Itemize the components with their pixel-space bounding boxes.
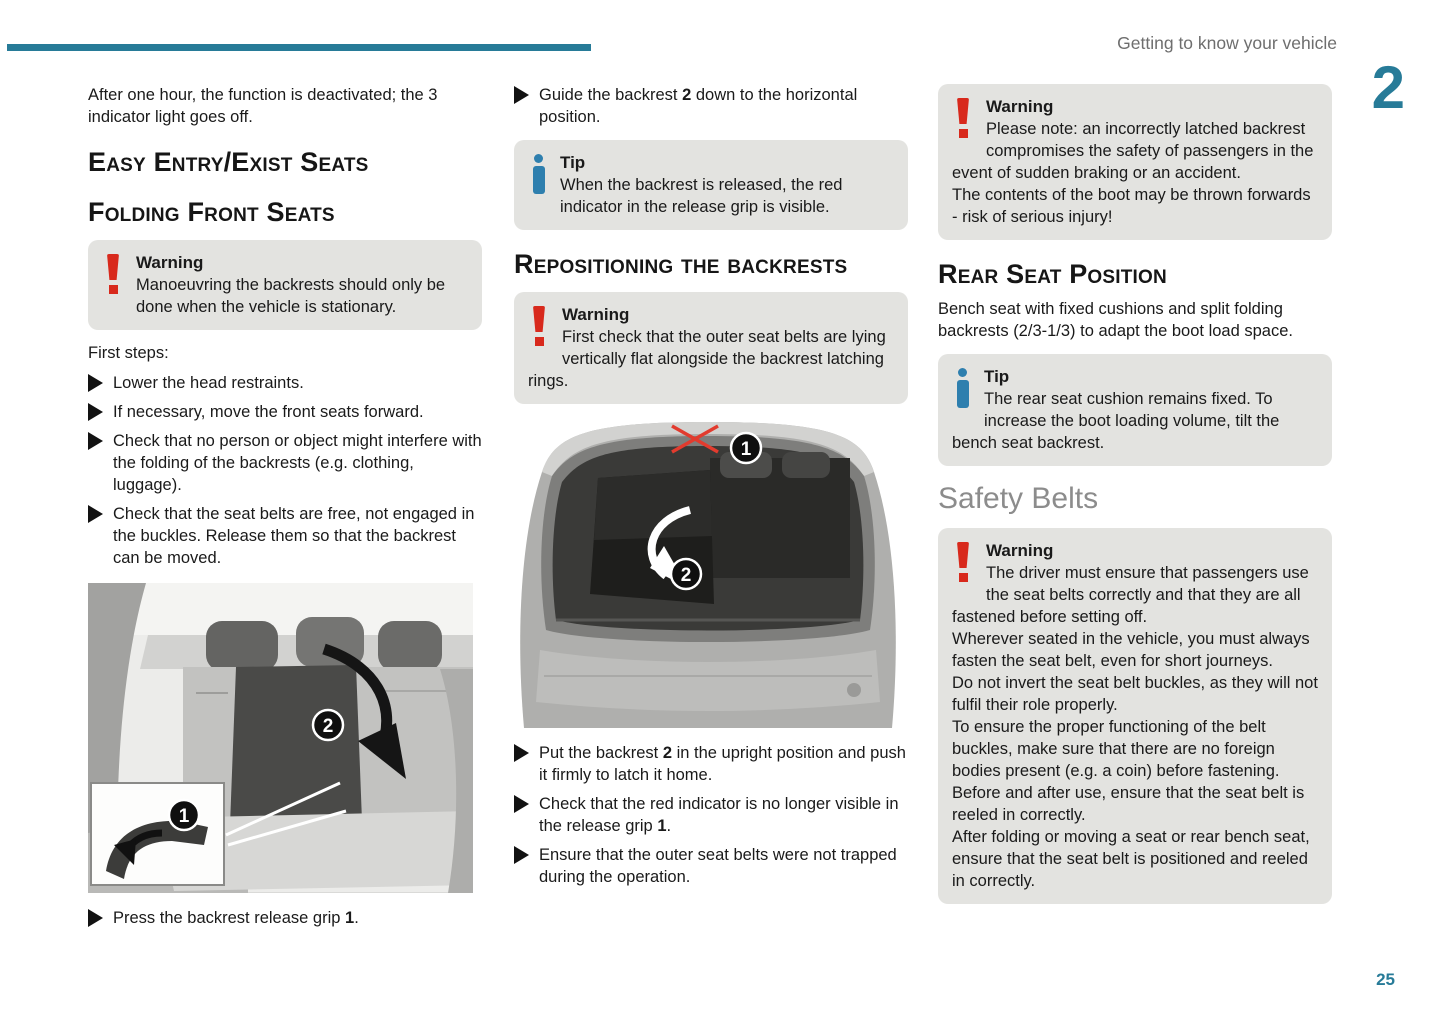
heading-rear-seat-position: Rear Seat Position bbox=[938, 259, 1167, 289]
step-arrow-icon bbox=[514, 744, 529, 762]
heading-folding-front-seats: Folding Front Seats bbox=[88, 197, 335, 227]
instruction-step bbox=[514, 844, 908, 888]
boot-backrest-figure bbox=[514, 418, 908, 728]
page-number: 25 bbox=[1376, 970, 1395, 989]
column-left bbox=[88, 84, 482, 936]
step-text: Press the backrest release grip 1. bbox=[113, 909, 359, 927]
step-arrow-icon bbox=[88, 374, 103, 392]
tip-icon bbox=[528, 153, 550, 199]
step-text: If necessary, move the front seats forward. bbox=[113, 403, 424, 421]
warning-box-latched-backrest bbox=[938, 84, 1332, 240]
tip-title: Tip bbox=[560, 153, 586, 172]
marker-label: 1 bbox=[178, 806, 190, 827]
marker-label: 1 bbox=[740, 439, 752, 460]
step-text: Put the backrest 2 in the upright position and push it firmly to latch it home. bbox=[539, 744, 906, 784]
marker-label: 2 bbox=[322, 716, 334, 737]
step-arrow-icon bbox=[514, 86, 529, 104]
step-text: Ensure that the outer seat belts were not trapped during the operation. bbox=[539, 846, 897, 886]
step-text: Guide the backrest 2 down to the horizontal position. bbox=[539, 86, 858, 126]
first-steps-label: First steps: bbox=[88, 344, 169, 362]
tip-box-release bbox=[514, 140, 908, 230]
warning-icon bbox=[102, 253, 126, 299]
warning-paragraph: The contents of the boot may be thrown forwards - risk of serious injury! bbox=[952, 186, 1311, 226]
instruction-step bbox=[88, 907, 482, 929]
instruction-step bbox=[88, 401, 482, 423]
warning-title: Warning bbox=[986, 97, 1054, 116]
step-arrow-icon bbox=[514, 795, 529, 813]
tip-title: Tip bbox=[984, 367, 1010, 386]
rear-seat-paragraph: Bench seat with fixed cushions and split folding backrests (2/3-1/3) to adapt the boot load space. bbox=[938, 300, 1293, 340]
step-arrow-icon bbox=[514, 846, 529, 864]
warning-title: Warning bbox=[986, 541, 1054, 560]
step-text: Check that no person or object might interfere with the folding of the backrests (e.g. clothing, luggage). bbox=[113, 432, 482, 494]
figure2-marker-latch bbox=[731, 433, 761, 463]
step-text: Check that the red indicator is no longer visible in the release grip 1. bbox=[539, 795, 899, 835]
instruction-step bbox=[88, 372, 482, 394]
folding-seats-figure bbox=[88, 583, 482, 893]
header-rule bbox=[7, 44, 591, 51]
step-arrow-icon bbox=[88, 403, 103, 421]
folding-seats-illustration bbox=[88, 583, 473, 893]
instruction-step bbox=[514, 793, 908, 837]
heading-easy-entry-exist-seats: Easy Entry/Exist Seats bbox=[88, 147, 369, 177]
instruction-step bbox=[514, 84, 908, 128]
warning-paragraph: After folding or moving a seat or rear bench seat, ensure that the seat belt is positioned and reeled in correctly. bbox=[952, 828, 1310, 890]
warning-icon bbox=[952, 97, 976, 143]
warning-paragraph: Before and after use, ensure that the seat belt is reeled in correctly. bbox=[952, 784, 1305, 824]
tip-text: The rear seat cushion remains fixed. To increase the boot loading volume, tilt the bench seat backrest. bbox=[952, 390, 1280, 452]
instruction-step bbox=[514, 742, 908, 786]
figure2-marker-backrest bbox=[671, 559, 701, 589]
heading-safety-belts: Safety Belts bbox=[938, 482, 1099, 515]
figure1-marker-backrest bbox=[313, 710, 343, 740]
heading-repositioning-backrests: Repositioning the backrests bbox=[514, 249, 848, 279]
warning-text bbox=[952, 118, 1318, 228]
warning-box-repositioning bbox=[514, 292, 908, 404]
warning-box-safety-belts bbox=[938, 528, 1332, 904]
step-arrow-icon bbox=[88, 505, 103, 523]
warning-text: First check that the outer seat belts are lying vertically flat alongside the backrest latching rings. bbox=[528, 328, 886, 390]
step-text: Lower the head restraints. bbox=[113, 374, 304, 392]
tip-text: When the backrest is released, the red indicator in the release grip is visible. bbox=[560, 176, 843, 216]
warning-title: Warning bbox=[562, 305, 630, 324]
warning-box-folding bbox=[88, 240, 482, 330]
step-text: Check that the seat belts are free, not engaged in the buckles. Release them so that the backrest can be moved. bbox=[113, 505, 475, 567]
step-arrow-icon bbox=[88, 909, 103, 927]
chapter-number: 2 bbox=[1371, 54, 1405, 121]
warning-text: Manoeuvring the backrests should only be done when the vehicle is stationary. bbox=[136, 276, 446, 316]
warning-paragraph: To ensure the proper functioning of the belt buckles, make sure that there are no foreign bodies present (e.g. a coin) before fastening. bbox=[952, 718, 1280, 780]
tip-icon bbox=[952, 367, 974, 413]
warning-paragraph: Do not invert the seat belt buckles, as they will not fulfil their role properly. bbox=[952, 674, 1318, 714]
column-right bbox=[938, 84, 1332, 916]
instruction-step bbox=[88, 503, 482, 569]
step-arrow-icon bbox=[88, 432, 103, 450]
warning-title: Warning bbox=[136, 253, 204, 272]
marker-label: 2 bbox=[680, 565, 692, 586]
header-section-title: Getting to know your vehicle bbox=[1117, 33, 1337, 53]
warning-paragraph: Wherever seated in the vehicle, you must always fasten the seat belt, even for short journeys. bbox=[952, 630, 1310, 670]
figure1-marker-grip bbox=[169, 800, 199, 830]
warning-icon bbox=[528, 305, 552, 351]
intro-paragraph: After one hour, the function is deactivated; the 3 indicator light goes off. bbox=[88, 86, 438, 126]
column-middle bbox=[514, 84, 908, 895]
boot-illustration bbox=[514, 418, 902, 728]
warning-paragraph: Please note: an incorrectly latched backrest compromises the safety of passengers in the event of sudden braking or an accident. bbox=[952, 120, 1314, 182]
instruction-step bbox=[88, 430, 482, 496]
tip-box-rear-seat bbox=[938, 354, 1332, 466]
warning-paragraph: The driver must ensure that passengers use the seat belts correctly and that they are all fastened before setting off. bbox=[952, 564, 1309, 626]
warning-text bbox=[952, 562, 1318, 892]
warning-icon bbox=[952, 541, 976, 587]
